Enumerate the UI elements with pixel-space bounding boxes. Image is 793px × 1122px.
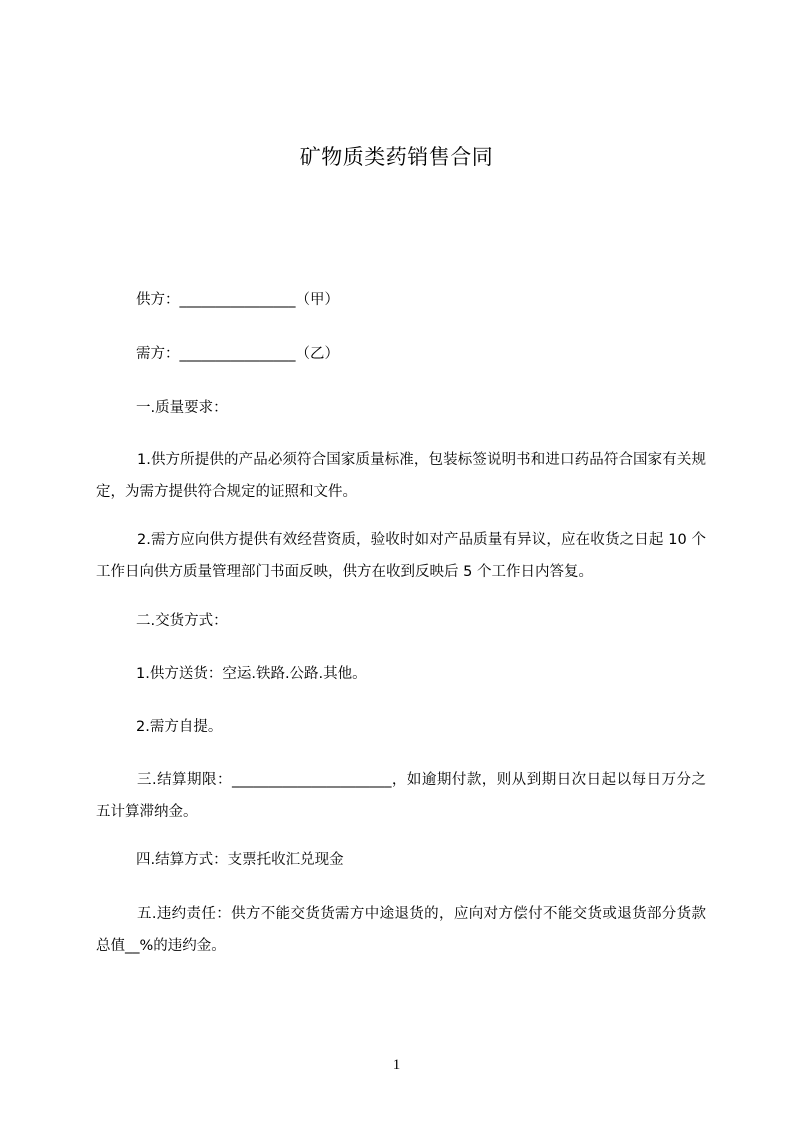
section-2-item-2: 2.需方自提。 [136,719,223,735]
section-2-heading: 二.交货方式： [136,613,228,629]
buyer-line: 需方：________________（乙） [136,346,339,362]
section-1-heading: 一.质量要求： [136,400,228,416]
section-4-settlement-method: 四.结算方式：支票托收汇兑现金 [136,852,344,868]
section-1-item-2: 2.需方应向供方提供有效经营资质，验收时如对产品质量有异议，应在收货之日起 10 个工作日向供方质量管理部门书面反映，供方在收到反映后 5 个工作日内答复。 [96,532,706,580]
section-2-item-1: 1.供方送货：空运.铁路.公路.其他。 [136,666,367,682]
document-title: 矿物质类药销售合同 [299,145,494,169]
section-1-item-1: 1.供方所提供的产品必须符合国家质量标准，包装标签说明书和进口药品符合国家有关规定，为需方提供符合规定的证照和文件。 [96,452,706,500]
section-3-settlement-period: 三.结算期限：______________________，如逾期付款，则从到期日次日起以每日万分之五计算滞纳金。 [96,772,706,820]
section-5-liability: 五.违约责任：供方不能交货货需方中途退货的，应向对方偿付不能交货或退货部分货款总值__%的违约金。 [96,906,706,954]
supplier-line: 供方：________________（甲） [136,292,339,308]
page-number: 1 [392,1057,401,1073]
